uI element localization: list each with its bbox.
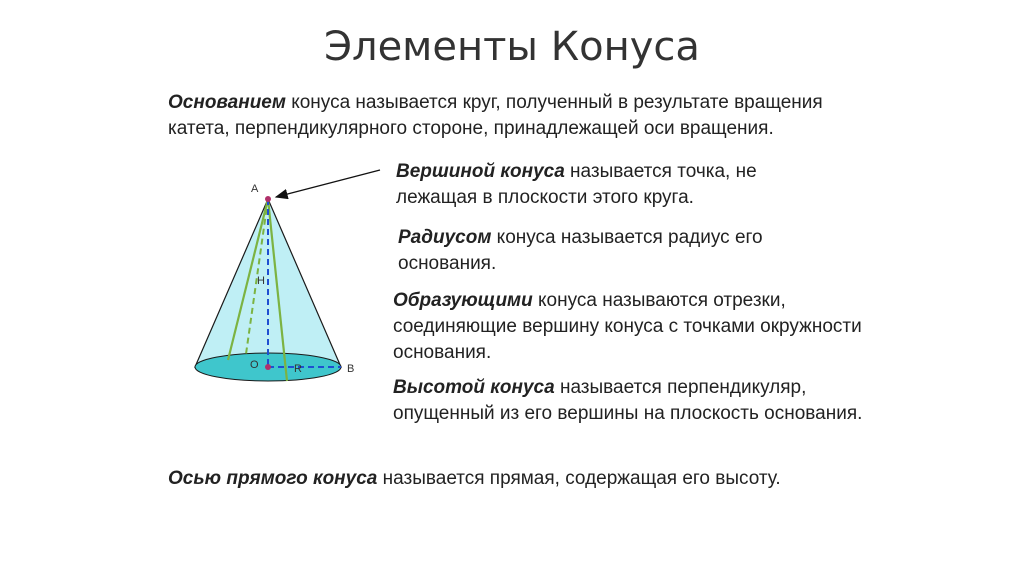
label-center: O [250, 359, 259, 371]
definition-generatrix-text: конуса называются отрезки, соединяющие вершину конуса с точками окружности основания. [393, 290, 862, 363]
definition-height-text: называется перпендикуляр, опущенный из его вершины на плоскость основания. [393, 377, 863, 424]
definition-apex-text: называется точка, не лежащая в плоскости этого круга. [396, 161, 757, 208]
label-height: H [257, 275, 265, 287]
arrow-to-apex [276, 170, 380, 197]
definition-axis-text: называется прямая, содержащая его высоту. [377, 468, 781, 489]
definition-radius-text: конуса называется радиус его основания. [398, 227, 763, 274]
term-base: Основанием [168, 92, 286, 113]
label-apex: A [251, 183, 259, 195]
definition-base-text: конуса называется круг, полученный в результате вращения катета, перпендикулярного стороне, принадлежащей оси вращения. [168, 92, 823, 139]
apex-point [265, 196, 271, 202]
term-generatrix: Образующими [393, 290, 533, 311]
label-edge: B [347, 363, 355, 375]
page-title: Элементы Конуса [324, 24, 700, 70]
term-height: Высотой конуса [393, 377, 555, 398]
term-apex: Вершиной конуса [396, 161, 565, 182]
center-point [265, 364, 271, 370]
label-radius: R [294, 363, 302, 375]
term-axis: Осью прямого конуса [168, 468, 378, 489]
term-radius: Радиусом [398, 227, 492, 248]
